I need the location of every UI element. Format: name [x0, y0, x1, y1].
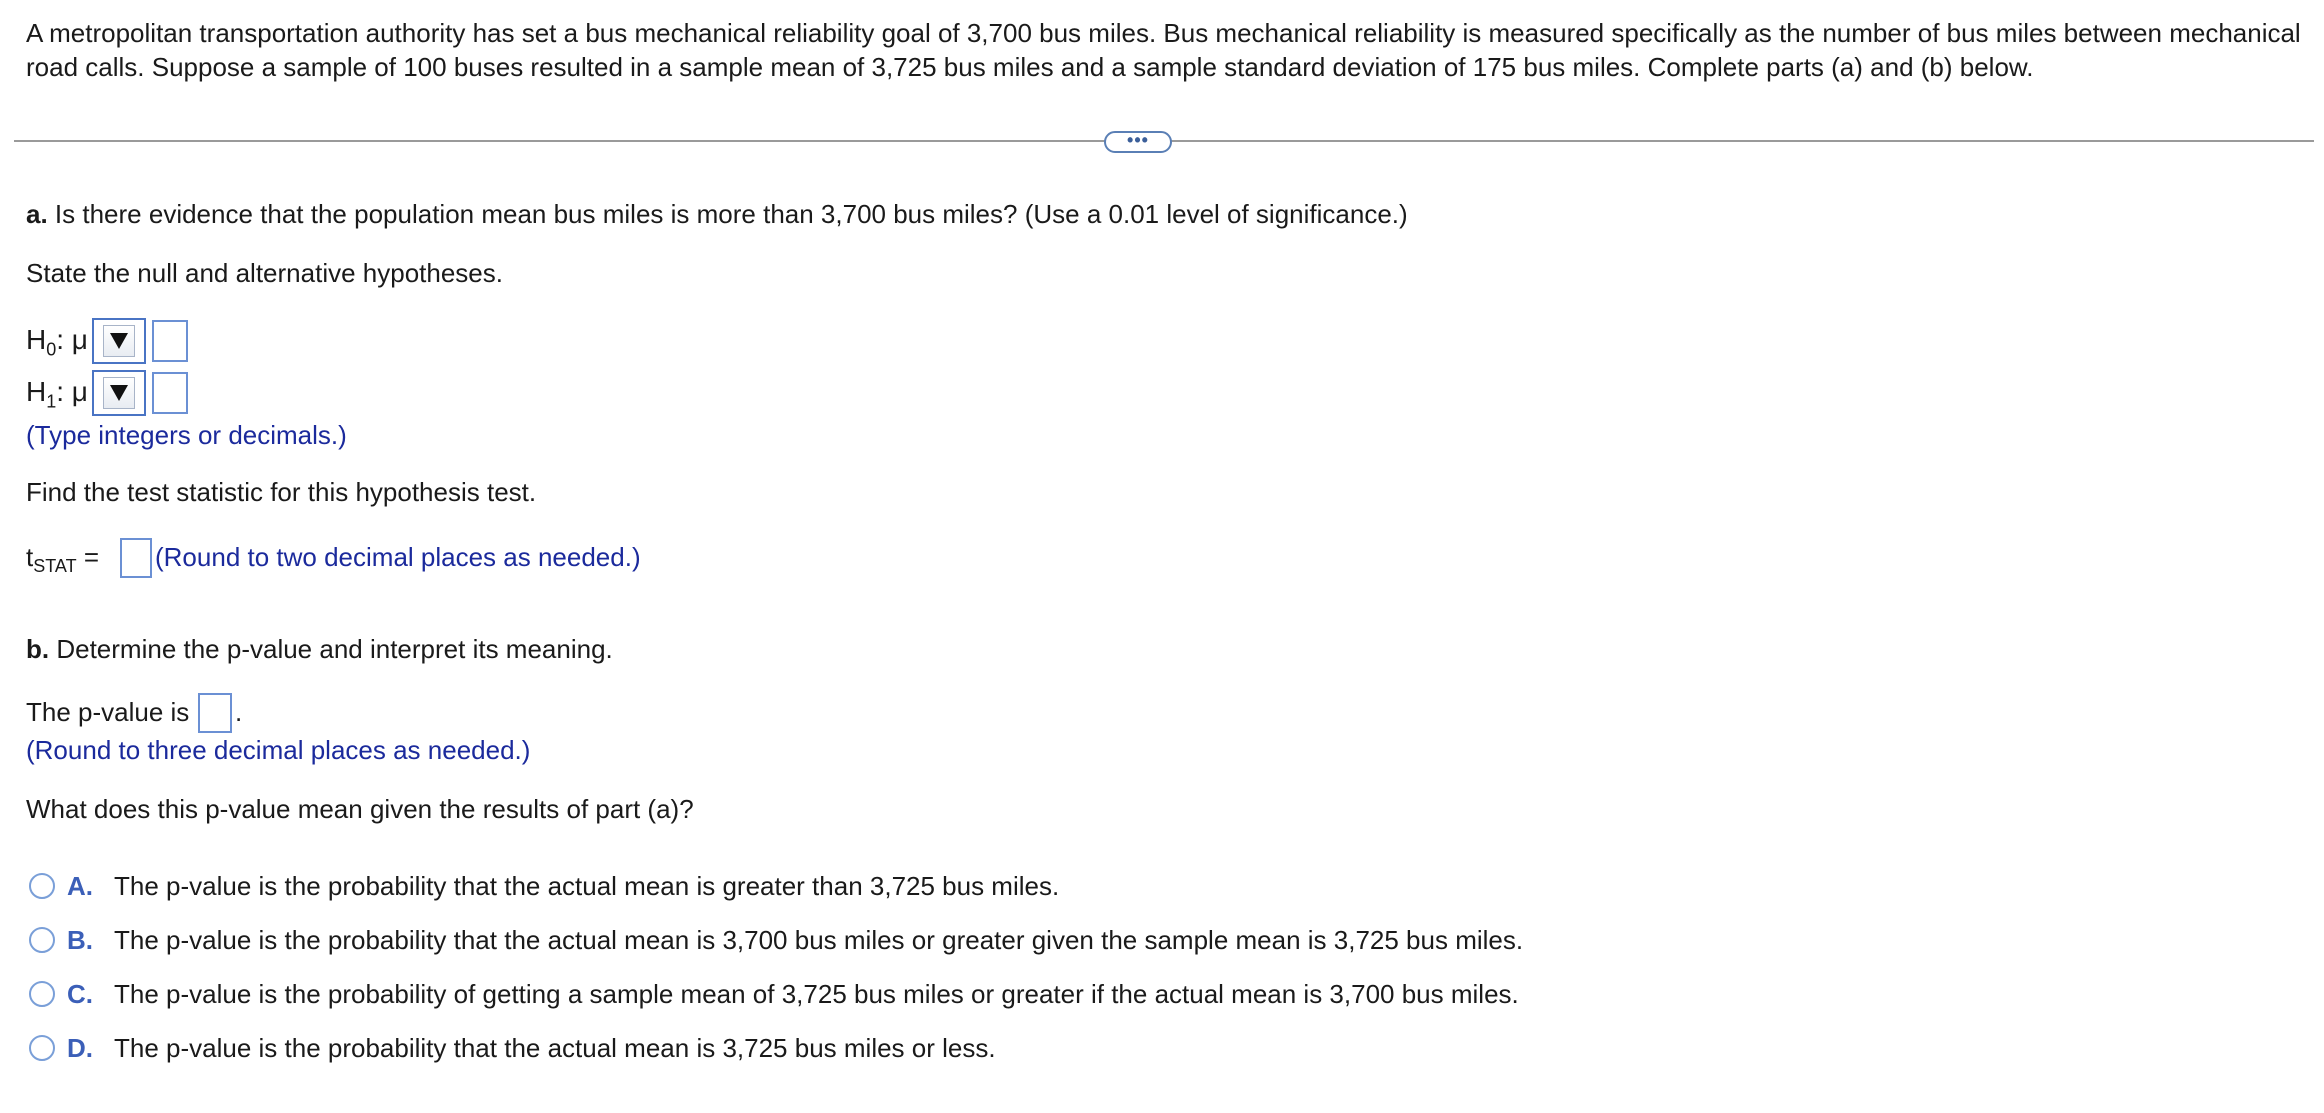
radio-b[interactable] — [29, 927, 55, 953]
tstat-letter: t — [26, 542, 34, 572]
option-d-text: The p-value is the probability that the actual mean is 3,725 bus miles or less. — [114, 1033, 996, 1063]
pvalue-period: . — [235, 697, 243, 727]
pvalue-statement — [26, 695, 189, 729]
hypotheses-instruction: State the null and alternative hypotheses. — [26, 258, 503, 288]
h1-mu: : μ — [56, 376, 88, 407]
part-b-question — [26, 632, 613, 666]
hypotheses-hint: (Type integers or decimals.) — [26, 420, 347, 450]
h1-letter: H — [26, 376, 47, 407]
test-statistic-prompt: Find the test statistic for this hypothesis test. — [26, 477, 537, 507]
part-b-label: b. — [26, 634, 50, 664]
pvalue-input[interactable] — [198, 693, 232, 733]
h0-value-input[interactable] — [152, 320, 188, 362]
h0-letter: H — [26, 324, 47, 355]
part-b-question-text: Determine the p-value and interpret its meaning. — [56, 634, 613, 664]
part-a-question — [26, 197, 1408, 231]
option-a-letter: A. — [67, 871, 93, 901]
caret-down-icon — [110, 333, 128, 349]
option-d-letter: D. — [67, 1033, 93, 1063]
option-b-letter: B. — [67, 925, 93, 955]
h0-label — [26, 322, 88, 368]
meaning-prompt: What does this p-value mean given the results of part (a)? — [26, 794, 694, 824]
tstat-input[interactable] — [120, 538, 152, 578]
expand-more-button[interactable]: ••• — [1104, 131, 1172, 153]
dropdown-arrow-button[interactable] — [103, 325, 135, 357]
problem-statement: A metropolitan transportation authority has set a bus mechanical reliability goal of 3,700 bus miles. Bus mechanical reliability is measured specifically as the number of bus miles between mechanical road calls. Suppose a sample of 100 buses resulted in a sample mean of 3,725 bus miles and a sample standard deviation of 175 bus miles. Complete parts (a) and (b) below. — [26, 18, 2301, 82]
pvalue-hint: (Round to three decimal places as needed.) — [26, 735, 531, 765]
tstat-subscript: STAT — [33, 556, 77, 577]
radio-a[interactable] — [29, 873, 55, 899]
radio-d[interactable] — [29, 1035, 55, 1061]
h1-value-input[interactable] — [152, 372, 188, 414]
h0-mu: : μ — [56, 324, 88, 355]
radio-c[interactable] — [29, 981, 55, 1007]
pvalue-prefix: The p-value is — [26, 697, 190, 727]
dropdown-arrow-button[interactable] — [103, 377, 135, 409]
caret-down-icon — [110, 385, 128, 401]
option-a-text: The p-value is the probability that the actual mean is greater than 3,725 bus miles. — [114, 871, 1060, 901]
option-c-letter: C. — [67, 979, 93, 1009]
tstat-hint: (Round to two decimal places as needed.) — [155, 542, 641, 572]
tstat-label — [26, 540, 99, 583]
h1-operator-dropdown[interactable] — [92, 370, 146, 416]
part-a-question-text: Is there evidence that the population mean bus miles is more than 3,700 bus miles? (Use a 0.01 level of significance.) — [54, 199, 1408, 229]
option-b-text: The p-value is the probability that the actual mean is 3,700 bus miles or greater given the sample mean is 3,725 bus miles. — [114, 925, 1524, 955]
option-c-text: The p-value is the probability of getting a sample mean of 3,725 bus miles or greater if the actual mean is 3,700 bus miles. — [114, 979, 1519, 1009]
h0-operator-dropdown[interactable] — [92, 318, 146, 364]
part-a-label: a. — [26, 199, 48, 229]
tstat-equals: = — [83, 542, 99, 572]
h0-subscript: 0 — [46, 339, 57, 360]
h1-label — [26, 374, 88, 420]
h1-subscript: 1 — [46, 391, 57, 412]
